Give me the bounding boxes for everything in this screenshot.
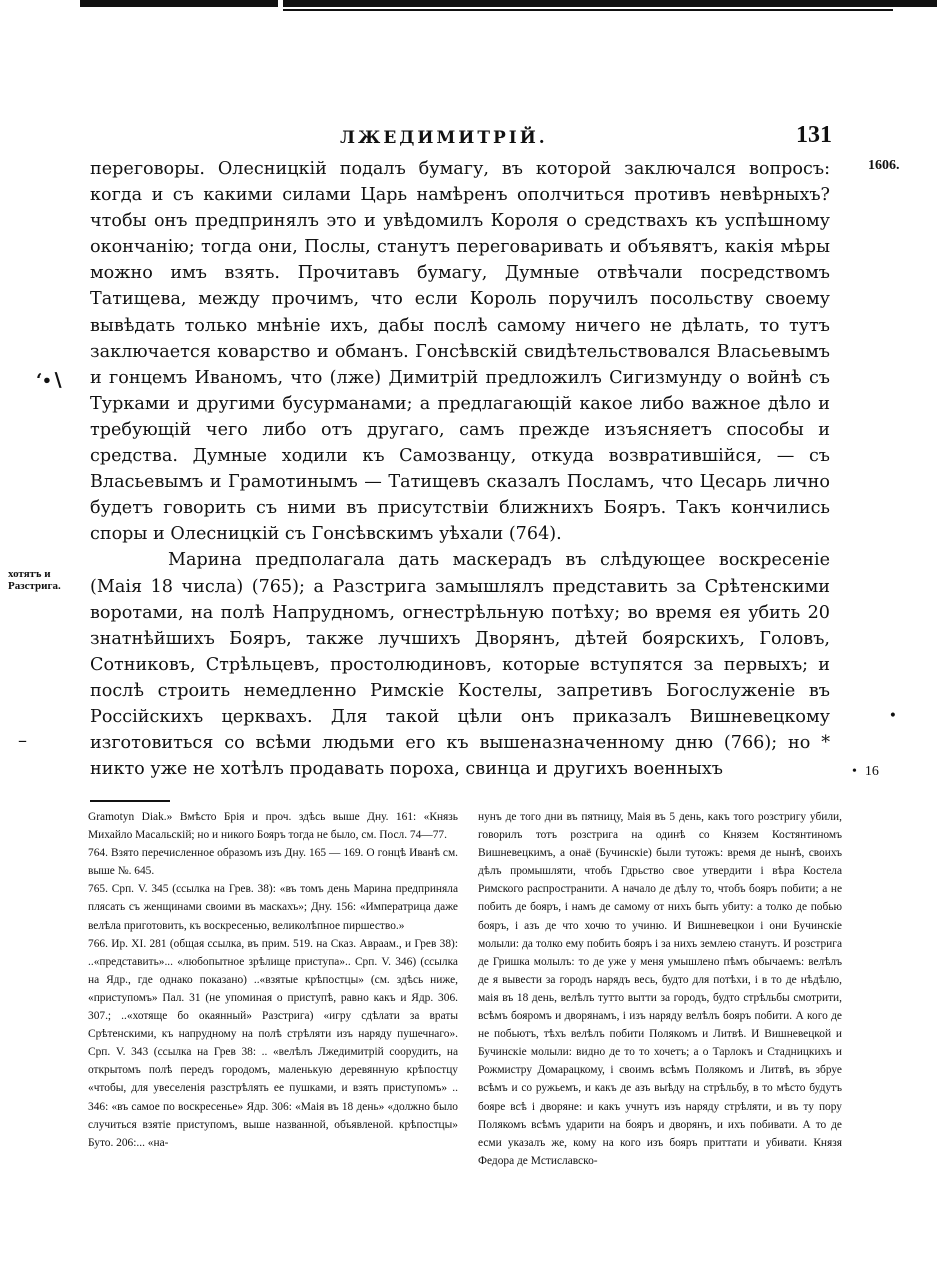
page-number: 131 [796,122,832,148]
footnote-item: 764. Взято перечисленное образомъ изъ Дну. 165 — 169. О гонцѣ Иванѣ см. выше №. 645. [88,847,458,878]
footnote-item: нунъ де того дни въ пятницу, Маія въ 5 день, какъ того розстригу убили, говорилъ тотъ розстрига на одинѣ со Князем Костянтиномъ Вишневецкимъ, а онаё (Бучинскіе) были тутожъ: время де нынѣ, своихъ дѣлъ промышляти, чтобъ Гдрьство свое утвердити і вѣра Костела Римского распространити. А начало де дѣлу то, чтобъ бояръ побити; а не побить де бояръ, і намъ де самому от нихъ быть убиту: а толко де побью бояръ, і азъ де что хочю то учиню. И Вишневецкои і они Бучинскіе молыли: да толко ему побить бояръ і за нихъ землею станутъ. И розстрига де Гришка молылъ: то де уже у меня умышлено пѣмъ обычаемъ: велѣлъ де я вывести за городъ нарядъ весь, будто для потѣхи, і в то де нѣдѣлю, маія въ 18 день, велѣлъ тутто вытти за городъ, будто стрѣльбы смотрити, всѣмъ бояромъ и дворянамъ, і изъ наряду велѣлъ бояръ побити. А кого де не побьютъ, тѣхъ велѣлъ побити Полякомъ и Литвѣ. И Вишневецкой и Бучинскіе молыли: видно де то то хочетъ; а о Тарлокъ и Стадницкихъ и Рожмистру Домарацкому, і своимъ всѣмъ Полякомъ и Литвѣ, въ збруе всѣмъ и со ружьемъ, и какъ де азъ выѣду на стрѣльбу, в то мѣсто будутъ бояре всѣ і дворяне: и какъ учнутъ изъ наряду стрѣляти, и въ ту пору Полякомъ всѣмъ ударити на бояръ и дворянъ, и ихъ побивати. А то де есми указалъ же, кому на кого изъ бояръ приттати и убивати. Князя Федора де Мстиславско- [478,811,842,1167]
footnotes-left-column [88,808,458,1152]
footnote-rule [90,800,170,802]
margin-ref [852,764,879,780]
margin-mark-icon: ‘∙∖ [36,370,64,391]
margin-ref-number: 16 [864,764,879,779]
footnotes-right-column [478,808,842,1170]
footnote-item: Gramotyn Diak.» Вмѣсто Брія и проч. здѣсь выше Дну. 161: «Князь Михайло Масальскій; но и никого Бояръ тогда не было, см. Посл. 74—77. [88,811,458,842]
running-head: ЛЖЕДИМИТРІЙ. [340,128,548,148]
footnote-item: 766. Ир. XI. 281 (общая ссылка, въ прим. 519. на Сказ. Авраам., и Грев 38): ..«представить»... «любопытное зрѣлище приступа».. Срп. V. 346) (ссылка на Ядр., где однако показано) ..«взятые крѣпостцы» (см. здѣсь ниже, «приступомъ» Пал. 31 (не упоминая о приступѣ, равно какъ и Ядр. 306. 307.; ..«хотяще бо окаянный» Разстрига) «игру сдѣлати за враты Срѣтенскими, къ напрудному на полѣ стрѣляти изъ наряду пушечнаго». Срп. V. 343 (ссылка на Грев 38: .. «велѣлъ Лжедимитрій соорудить, на открытомъ полѣ передъ городомъ, маленькую деревянную крѣпостцу «чтобы, для увеселенія разстрѣлять ее пушками, и взять приступомъ» .. 346: «въ самое по воскресенье» Ядр. 306: «Маія въ 18 день» «должно было случиться взятіе приступомъ, выше названной, объявленой. крѣпостцы» Буто. 206:... «на- [88,937,458,1149]
main-text [90,156,830,782]
top-rule-left [80,0,278,7]
top-rule-thin [283,9,893,11]
margin-ref-dot-icon: • [852,764,857,779]
footnote-item: 765. Срп. V. 345 (ссылка на Грев. 38): «въ томъ день Марина предприняла плясать съ женщинами своими въ маскахъ»; Дну. 156: «Императрица даже велѣла приготовить, къ воскресенью, великолѣпное пиршество.» [88,883,458,932]
margin-dash-icon: – [18,730,27,751]
top-rule-right [283,0,937,7]
margin-dot: • [888,708,897,724]
margin-note: хотятъ и Разстрига. [8,568,61,592]
margin-year: 1606. [868,158,900,173]
paragraph-2: Марина предполагала дать маскерадъ въ слѣдующее воскресеніе (Маія 18 числа) (765); а Разстрига замышлялъ представить за Срѣтенскими воротами, на полѣ Напрудномъ, огнестрѣльную потѣху; во время ея убить 20 знатнѣйшихъ Бояръ, также лучшихъ Дворянъ, дѣтей боярскихъ, Головъ, Сотниковъ, Стрѣльцевъ, простолюдиновъ, которые вступятся за первыхъ; и послѣ строить немедленно Римскіе Костелы, запретивъ Богослуженіе въ Россійскихъ церквахъ. Для такой цѣли онъ приказалъ Вишневецкому изготовиться со всѣми людьми его къ вышеназначенному дню (766); но * никто уже не хотѣлъ продавать пороха, свинца и другихъ военныхъ [90,550,830,780]
paragraph-1: переговоры. Олесницкій подалъ бумагу, въ которой заключался вопросъ: когда и съ какими силами Царь намѣренъ ополчиться противъ невѣрныхъ? чтобы онъ предпринялъ это и увѣдомилъ Короля о средствахъ къ успѣшному окончанію; тогда они, Послы, станутъ переговаривать и объявятъ, какія мѣры можно имъ взять. Прочитавъ бумагу, Думные отвѣчали посредствомъ Татищева, между прочимъ, что если Король поручилъ посольству своему вывѣдать только мнѣніе ихъ, дабы послѣ самому ничего не дѣлать, то тутъ заключается коварство и обманъ. Гонсѣвскій свидѣтельствовался Власьевымъ и гонцемъ Иваномъ, что (лже) Димитрій предложилъ Сигизмунду о войнѣ съ Турками и другими бусурманами; а предлагающій какое либо важное дѣло и требующій чего либо отъ другаго, самъ прежде изъясняетъ способы и средства. Думные ходили къ Самозванцу, откуда возвратившійся, — съ Власьевымъ и Грамотинымъ — Татищевъ сказалъ Посламъ, что Цесарь лично будетъ говорить съ ними въ присутствіи ближнихъ Бояръ. Такъ кончились споры и Олесницкій съ Гонсѣвскимъ уѣхали (764). [90,159,830,545]
